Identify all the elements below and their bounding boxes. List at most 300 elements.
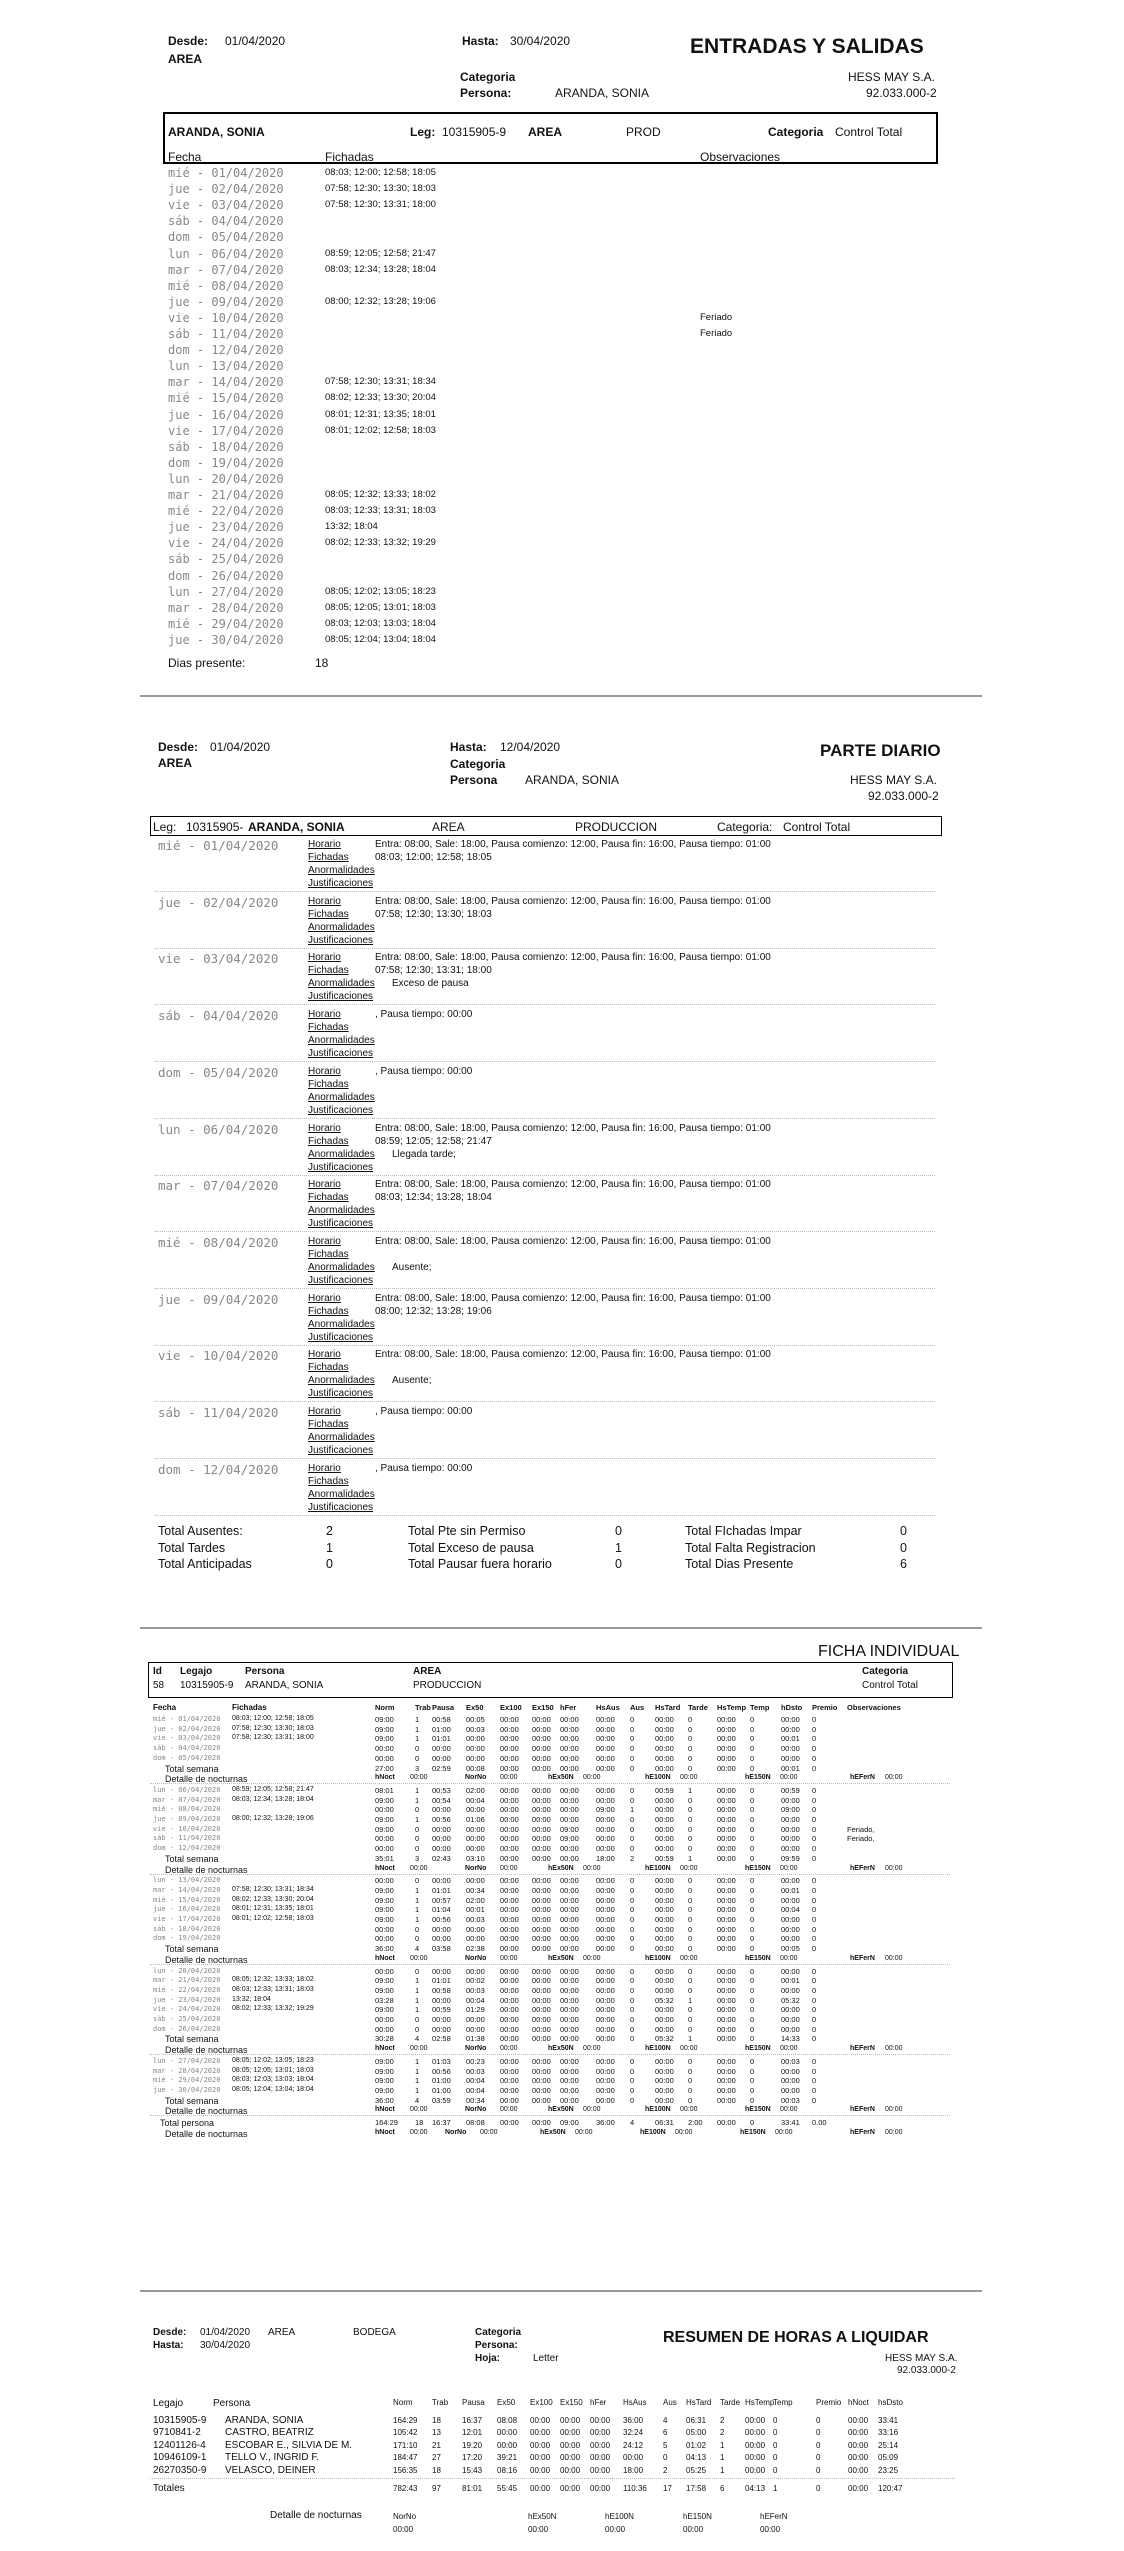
row-cell: 0 bbox=[630, 1785, 635, 1795]
row-cell: 16:37 bbox=[462, 2416, 483, 2425]
totals-divider bbox=[150, 2478, 955, 2479]
legajo-header: Legajo bbox=[180, 1666, 213, 1677]
total-semana-label: Total semana bbox=[165, 1763, 219, 1774]
noct-value: 00:00 bbox=[500, 1774, 518, 1782]
total-persona-label: Total persona bbox=[160, 2118, 215, 2128]
row-date: lun - 20/04/2020 bbox=[153, 1966, 221, 1975]
leg-value: 10315905-9 bbox=[442, 125, 507, 139]
row-cell: 0 bbox=[630, 1715, 635, 1724]
row-cell: 00:04 bbox=[781, 1905, 800, 1915]
row-cell: 0 bbox=[750, 1753, 755, 1763]
row-cell: 00:00 bbox=[596, 1876, 615, 1886]
row-cell: 00:00 bbox=[532, 1724, 551, 1734]
detalle-nocturnas-label: Detalle de nocturnas bbox=[165, 1864, 248, 1875]
row-cell: 00:57 bbox=[432, 1895, 451, 1905]
detalle-nocturnas-label: Detalle de nocturnas bbox=[165, 1954, 248, 1965]
total-cell: 6 bbox=[720, 2484, 725, 2493]
row-cell: 00:00 bbox=[560, 1924, 579, 1934]
col-header: Aus bbox=[663, 2398, 677, 2407]
row-cell: 0 bbox=[812, 1915, 817, 1924]
col-header: hsDsto bbox=[878, 2398, 903, 2407]
row-cell: 00:00 bbox=[655, 2066, 674, 2076]
row-cell: 00:00 bbox=[560, 1734, 579, 1744]
row-cell: 00:00 bbox=[717, 1934, 736, 1944]
row-cell: 00:00 bbox=[560, 1785, 579, 1795]
row-cell: 0 bbox=[415, 2024, 420, 2034]
row-cell: 15:43 bbox=[462, 2465, 483, 2475]
total-cell: 0 bbox=[615, 1524, 622, 1538]
row-cell: 09:00 bbox=[781, 1805, 800, 1815]
noct-label: hEx50N bbox=[528, 2512, 557, 2521]
row-cell: 00:00 bbox=[466, 2015, 485, 2024]
row-cell: 00:00 bbox=[717, 1844, 736, 1854]
row-cell: 0 bbox=[812, 1895, 817, 1905]
row-cell: Feriado, bbox=[847, 1824, 875, 1834]
row-cell: 1 bbox=[415, 2076, 420, 2086]
row-fichadas: 08:00; 12:32; 13:28; 19:06 bbox=[325, 295, 436, 307]
row-cell: 0 bbox=[415, 1924, 420, 1934]
row-cell: 00:03 bbox=[466, 1724, 485, 1734]
day-divider bbox=[155, 1288, 935, 1289]
row-cell: 0 bbox=[688, 1895, 693, 1905]
hasta-value: 12/04/2020 bbox=[500, 740, 561, 754]
row-legajo: 12401126-4 bbox=[153, 2439, 206, 2451]
anormalidad-value: Ausente; bbox=[392, 1375, 432, 1387]
row-cell: 00:00 bbox=[848, 2465, 869, 2475]
row-cell: 00:00 bbox=[655, 1976, 674, 1986]
row-cell: 1 bbox=[415, 1985, 420, 1995]
row-fichadas: 08:05; 12:04; 13:04; 18:04 bbox=[232, 2085, 314, 2093]
row-cell: 0 bbox=[688, 1844, 693, 1854]
row-cell: 00:00 bbox=[590, 2453, 611, 2463]
total-semana-cell: 3 bbox=[415, 1763, 420, 1773]
row-cell: 00:00 bbox=[781, 2066, 800, 2076]
row-cell: 09:00 bbox=[375, 2066, 394, 2076]
total-semana-cell: 00:00 bbox=[560, 1763, 579, 1773]
row-cell: 00:00 bbox=[432, 2024, 451, 2034]
row-cell: 00:00 bbox=[560, 1976, 579, 1986]
day-date: vie - 03/04/2020 bbox=[158, 951, 279, 967]
col-fichadas: Fichadas bbox=[232, 1703, 267, 1712]
row-cell: 0 bbox=[688, 1744, 693, 1754]
total-semana-cell: 00:59 bbox=[655, 1853, 674, 1863]
noct-label: hE150N bbox=[745, 2045, 771, 2053]
row-cell: 0 bbox=[688, 1753, 693, 1763]
horario-value: Entra: 08:00, Sale: 18:00, Pausa comienzo: 12:00, Pausa fin: 16:00, Pausa tiempo: 01:00 bbox=[375, 839, 771, 850]
day-divider bbox=[155, 891, 935, 892]
row-cell: 00:00 bbox=[532, 2066, 551, 2076]
total-cell: Total Anticipadas bbox=[158, 1557, 252, 1571]
row-date: mié - 08/04/2020 bbox=[153, 1805, 221, 1814]
report-title: FICHA INDIVIDUAL bbox=[818, 1643, 960, 1660]
row-cell: 23:25 bbox=[878, 2465, 899, 2475]
noct-value: 00:00 bbox=[480, 2128, 498, 2136]
row-cell: 0 bbox=[750, 1795, 755, 1805]
categoria-label: Categoria bbox=[475, 2327, 522, 2338]
row-cell: 01:00 bbox=[432, 1724, 451, 1734]
col-fecha: Fecha bbox=[153, 1703, 177, 1712]
week-divider bbox=[150, 1964, 950, 1965]
total-semana-cell: 0 bbox=[630, 2034, 635, 2044]
col-header: HsTemp bbox=[717, 1703, 747, 1712]
noct-label: hE150N bbox=[745, 1774, 771, 1782]
total-semana-cell: 00:00 bbox=[532, 2034, 551, 2044]
row-cell: 00:00 bbox=[375, 2015, 394, 2024]
total-cell: 0 bbox=[900, 1540, 907, 1555]
row-fichadas: 08:03; 12:03; 13:03; 18:04 bbox=[232, 2076, 314, 2084]
row-date: sáb - 25/04/2020 bbox=[168, 552, 284, 567]
row-cell: 00:00 bbox=[500, 1805, 519, 1815]
area-label: AREA bbox=[268, 2327, 296, 2338]
row-fichadas: 08:01; 12:31; 13:35; 18:01 bbox=[325, 408, 436, 420]
row-cell: 0 bbox=[816, 2440, 821, 2450]
row-cell: 1 bbox=[415, 1905, 420, 1915]
row-cell: 0 bbox=[750, 1905, 755, 1915]
row-cell: 1 bbox=[688, 1785, 693, 1795]
row-cell: 00:00 bbox=[781, 1844, 800, 1854]
noct-label: hEFerN bbox=[850, 1774, 875, 1782]
row-date: vie - 03/04/2020 bbox=[168, 198, 284, 213]
row-cell: 00:00 bbox=[717, 1834, 736, 1844]
row-cell: 00:58 bbox=[432, 1985, 451, 1995]
row-cell: 00:00 bbox=[530, 2440, 551, 2450]
row-cell: 00:56 bbox=[432, 1815, 451, 1824]
row-cell: 00:00 bbox=[655, 1905, 674, 1915]
day-date: dom - 05/04/2020 bbox=[158, 1064, 279, 1080]
row-cell: 00:00 bbox=[500, 2056, 519, 2066]
row-cell: 00:00 bbox=[560, 2005, 579, 2015]
total-persona-cell: 0.00 bbox=[812, 2118, 827, 2127]
total-semana-cell: 1 bbox=[688, 2034, 693, 2044]
total-semana-cell: 00:00 bbox=[596, 1944, 615, 1954]
row-cell: 0 bbox=[812, 1744, 817, 1754]
row-cell: 00:00 bbox=[848, 2453, 869, 2463]
row-cell: 1 bbox=[415, 1785, 420, 1795]
total-semana-cell: 05:32 bbox=[655, 2034, 674, 2044]
anormalidades-label: Anormalidades bbox=[308, 1205, 375, 1217]
row-cell: 0 bbox=[415, 1934, 420, 1944]
total-semana-cell: 00:00 bbox=[717, 1853, 736, 1863]
row-cell: 1 bbox=[688, 1995, 693, 2005]
row-cell: 00:00 bbox=[596, 1895, 615, 1905]
total-semana-cell: 00:00 bbox=[655, 1763, 674, 1773]
row-cell: 08:16 bbox=[497, 2465, 518, 2475]
noct-label: hNoct bbox=[375, 1954, 395, 1962]
detalle-nocturnas-label: Detalle de nocturnas bbox=[165, 2128, 248, 2139]
hasta-label: Hasta: bbox=[450, 740, 487, 754]
row-cell: 04:13 bbox=[686, 2453, 707, 2463]
row-cell: 6 bbox=[663, 2428, 668, 2438]
row-cell: 08:08 bbox=[497, 2416, 518, 2425]
row-cell: 00:00 bbox=[781, 1895, 800, 1905]
row-cell: 00:56 bbox=[432, 2066, 451, 2076]
row-cell: 00:00 bbox=[596, 2076, 615, 2086]
row-cell: 00:00 bbox=[655, 1724, 674, 1734]
col-header: Aus bbox=[630, 1703, 645, 1712]
row-cell: 00:00 bbox=[655, 1934, 674, 1944]
row-cell: 00:04 bbox=[466, 2085, 485, 2095]
total-semana-cell: 27:00 bbox=[375, 1763, 394, 1773]
row-persona: ESCOBAR E., SILVIA DE M. bbox=[225, 2439, 353, 2451]
day-date: dom - 12/04/2020 bbox=[158, 1461, 279, 1477]
row-cell: 00:00 bbox=[655, 1885, 674, 1895]
row-cell: 00:00 bbox=[432, 1966, 451, 1976]
total-persona-cell: 09:00 bbox=[560, 2118, 579, 2127]
row-cell: 0 bbox=[750, 1715, 755, 1724]
noct-label: NorNo bbox=[445, 2128, 467, 2136]
noct-value: 00:00 bbox=[780, 2045, 798, 2053]
day-date: mié - 01/04/2020 bbox=[158, 838, 279, 853]
row-cell: 00:00 bbox=[500, 1815, 519, 1824]
noct-value: 00:00 bbox=[583, 1864, 601, 1872]
row-date: mié - 22/04/2020 bbox=[153, 1985, 221, 1994]
justificaciones-label: Justificaciones bbox=[308, 1445, 374, 1456]
row-date: sáb - 11/04/2020 bbox=[168, 327, 284, 341]
row-cell: 0 bbox=[688, 1876, 693, 1886]
horario-label: Horario bbox=[308, 952, 341, 964]
row-fichadas: 08:02; 12:33; 13:32; 19:29 bbox=[232, 2005, 314, 2013]
col-observaciones: Observaciones bbox=[700, 150, 781, 164]
row-cell: 0 bbox=[688, 1885, 693, 1895]
row-cell: 0 bbox=[812, 1795, 817, 1805]
row-cell: 00:34 bbox=[466, 1885, 485, 1895]
total-semana-cell: 35:01 bbox=[375, 1853, 394, 1863]
row-cell: 00:00 bbox=[848, 2440, 869, 2450]
noct-value: 00:00 bbox=[885, 2128, 903, 2136]
row-cell: 00:53 bbox=[432, 1785, 451, 1795]
row-cell: 09:00 bbox=[375, 1895, 394, 1905]
row-date: mié - 08/04/2020 bbox=[168, 278, 284, 293]
row-cell: 0 bbox=[816, 2465, 821, 2475]
row-cell: 00:00 bbox=[375, 1876, 394, 1886]
row-cell: 00:00 bbox=[375, 1744, 394, 1754]
row-cell: 00:00 bbox=[717, 1785, 736, 1795]
row-cell: 00:58 bbox=[432, 1715, 451, 1724]
row-cell: 00:00 bbox=[500, 1915, 519, 1924]
total-persona-cell: 164:29 bbox=[375, 2118, 398, 2127]
row-cell: 21 bbox=[432, 2440, 441, 2450]
row-date: mar - 21/04/2020 bbox=[168, 488, 284, 502]
area-value: PROD bbox=[626, 125, 661, 139]
fichadas-value: 08:03; 12:34; 13:28; 18:04 bbox=[375, 1192, 492, 1204]
row-cell: 00:00 bbox=[532, 1734, 551, 1744]
row-cell: 00:00 bbox=[500, 1844, 519, 1854]
row-cell: 00:00 bbox=[596, 1795, 615, 1805]
row-cell: 09:00 bbox=[375, 2085, 394, 2095]
row-cell: 00:00 bbox=[532, 1824, 551, 1834]
row-cell: 1 bbox=[720, 2465, 725, 2475]
noct-value: 00:00 bbox=[680, 1774, 698, 1782]
horario-value: Entra: 08:00, Sale: 18:00, Pausa comienzo: 12:00, Pausa fin: 16:00, Pausa tiempo: 01:00 bbox=[375, 1349, 771, 1361]
row-observacion: Feriado bbox=[700, 311, 733, 323]
row-cell: 00:00 bbox=[655, 1744, 674, 1754]
row-cell: 00:59 bbox=[432, 2005, 451, 2015]
row-cell: 2 bbox=[720, 2416, 725, 2425]
row-cell: 0 bbox=[812, 1724, 817, 1734]
row-cell: 00:00 bbox=[466, 1834, 485, 1844]
row-cell: 00:00 bbox=[560, 2076, 579, 2086]
row-cell: 00:04 bbox=[466, 1795, 485, 1805]
row-observacion: Feriado bbox=[700, 328, 733, 339]
row-cell: 00:00 bbox=[655, 1895, 674, 1905]
row-cell: 1 bbox=[415, 1715, 420, 1724]
total-cell: Total Pausar fuera horario bbox=[408, 1557, 552, 1571]
row-fichadas: 07:58; 12:30; 13:31; 18:00 bbox=[232, 1734, 314, 1742]
area-value: BODEGA bbox=[353, 2327, 396, 2338]
row-cell: 00:00 bbox=[717, 1915, 736, 1924]
row-cell: 00:00 bbox=[375, 1934, 394, 1944]
row-cell: 0 bbox=[750, 1724, 755, 1734]
row-cell: 01:00 bbox=[432, 2085, 451, 2095]
dias-presente-label: Dias presente: bbox=[168, 656, 246, 670]
col-header: Tarde bbox=[720, 2398, 741, 2407]
row-fichadas: 08:05; 12:32; 13:33; 18:02 bbox=[325, 489, 436, 500]
day-date: jue - 09/04/2020 bbox=[158, 1291, 279, 1307]
row-cell: 0 bbox=[773, 2465, 778, 2475]
noct-label: hE100N bbox=[605, 2512, 634, 2521]
row-cell: 00:00 bbox=[655, 2085, 674, 2095]
row-cell: 4 bbox=[663, 2416, 668, 2425]
row-cell: 02:00 bbox=[466, 1895, 485, 1905]
row-cell: 00:00 bbox=[532, 1815, 551, 1824]
total-semana-cell: 03:58 bbox=[432, 1944, 451, 1954]
row-cell: 0 bbox=[750, 2066, 755, 2076]
row-cell: 00:00 bbox=[560, 1915, 579, 1924]
total-cell: 17 bbox=[663, 2484, 672, 2493]
noct-label: hE100N bbox=[645, 1774, 671, 1782]
row-cell: 00:03 bbox=[466, 1985, 485, 1995]
row-fichadas: 08:02; 12:33; 13:30; 20:04 bbox=[325, 392, 436, 404]
total-semana-cell: 36:00 bbox=[375, 1944, 394, 1954]
row-cell: 0 bbox=[688, 2066, 693, 2076]
row-cell: 00:00 bbox=[466, 1824, 485, 1834]
row-cell: 0 bbox=[630, 2076, 635, 2086]
row-cell: 00:00 bbox=[596, 1734, 615, 1744]
total-persona-cell: 4 bbox=[630, 2118, 635, 2127]
row-cell: 18 bbox=[432, 2465, 441, 2475]
row-cell: 00:00 bbox=[655, 2015, 674, 2024]
total-semana-cell: 4 bbox=[415, 2034, 420, 2044]
row-cell: 0 bbox=[812, 1985, 817, 1995]
total-semana-cell: 0 bbox=[688, 2095, 693, 2105]
dias-presente-value: 18 bbox=[315, 656, 329, 670]
row-cell: 00:00 bbox=[500, 1876, 519, 1886]
fichadas-label: Fichadas bbox=[308, 1362, 349, 1374]
fichadas-label: Fichadas bbox=[308, 1078, 349, 1090]
justificaciones-label: Justificaciones bbox=[308, 934, 374, 946]
row-cell: 0 bbox=[630, 1724, 635, 1734]
col-header: Ex150 bbox=[560, 2398, 583, 2407]
row-cell: 0 bbox=[812, 1785, 817, 1795]
total-semana-cell: 0 bbox=[750, 1944, 755, 1954]
row-cell: 00:00 bbox=[560, 1844, 579, 1854]
row-cell: 0 bbox=[688, 1824, 693, 1834]
total-semana-cell: 1 bbox=[688, 1853, 693, 1863]
row-cell: 0 bbox=[630, 1934, 635, 1944]
row-cell: 00:00 bbox=[781, 1744, 800, 1754]
row-cell: 0 bbox=[688, 1905, 693, 1915]
row-cell: 00:00 bbox=[466, 1966, 485, 1976]
row-cell: 00:00 bbox=[717, 1805, 736, 1815]
row-cell: 00:00 bbox=[717, 1895, 736, 1905]
total-semana-cell: 00:00 bbox=[717, 1944, 736, 1954]
noct-value: 00:00 bbox=[583, 1954, 601, 1962]
row-cell: 0 bbox=[630, 2085, 635, 2095]
row-cell: 00:00 bbox=[655, 1966, 674, 1976]
row-cell: 08:01 bbox=[375, 1785, 394, 1795]
row-cell: 00:00 bbox=[596, 1815, 615, 1824]
horario-value: Entra: 08:00, Sale: 18:00, Pausa comienzo: 12:00, Pausa fin: 16:00, Pausa tiempo: 01:00 bbox=[375, 1235, 771, 1247]
col-header: hFer bbox=[590, 2398, 607, 2407]
noct-value: 00:00 bbox=[780, 2106, 798, 2114]
anormalidad-value: Ausente; bbox=[392, 1261, 432, 1273]
row-cell: 00:00 bbox=[500, 1885, 519, 1895]
row-cell: 00:01 bbox=[781, 1734, 800, 1744]
col-header: Ex100 bbox=[530, 2398, 553, 2407]
row-legajo: 26270350-9 bbox=[153, 2464, 207, 2476]
row-date: mié - 01/04/2020 bbox=[153, 1715, 221, 1723]
noct-value: 00:00 bbox=[760, 2525, 781, 2534]
justificaciones-label: Justificaciones bbox=[308, 1274, 374, 1286]
row-date: sáb - 18/04/2020 bbox=[153, 1924, 221, 1933]
day-date: mar - 07/04/2020 bbox=[158, 1178, 279, 1194]
desde-label: Desde: bbox=[168, 34, 209, 48]
total-semana-cell: 00:00 bbox=[532, 1944, 551, 1954]
persona-label: Persona: bbox=[475, 2340, 518, 2351]
row-cell: 0 bbox=[750, 1915, 755, 1924]
total-semana-label: Total semana bbox=[165, 1853, 219, 1864]
row-cell: 0 bbox=[773, 2453, 778, 2463]
row-cell: 0 bbox=[812, 2076, 817, 2086]
row-cell: 00:04 bbox=[466, 2076, 485, 2086]
employee-name: ARANDA, SONIA bbox=[168, 125, 265, 139]
row-date: vie - 17/04/2020 bbox=[168, 423, 284, 438]
row-cell: 0 bbox=[630, 1744, 635, 1754]
row-cell: 00:00 bbox=[530, 2428, 551, 2438]
company-rut: 92.033.000-2 bbox=[897, 2365, 956, 2376]
row-cell: 00:00 bbox=[375, 1805, 394, 1815]
total-semana-cell: 02:58 bbox=[432, 2034, 451, 2044]
noct-value: 00:00 bbox=[583, 2045, 601, 2053]
row-cell: 00:00 bbox=[532, 1834, 551, 1844]
noct-value: 00:00 bbox=[410, 2128, 428, 2136]
row-cell: 09:00 bbox=[375, 1724, 394, 1734]
day-divider bbox=[155, 1401, 935, 1402]
row-cell: 0 bbox=[816, 2453, 821, 2463]
row-fichadas: 08:05; 12:02; 13:05; 18:23 bbox=[325, 585, 436, 597]
col-header: Observaciones bbox=[847, 1703, 901, 1712]
row-cell: 00:00 bbox=[655, 1734, 674, 1744]
row-cell: 00:00 bbox=[432, 1844, 451, 1854]
row-date: dom - 05/04/2020 bbox=[168, 230, 284, 245]
row-cell: 0 bbox=[750, 1785, 755, 1795]
row-cell: 00:00 bbox=[532, 2024, 551, 2034]
row-cell: 00:04 bbox=[466, 1995, 485, 2005]
row-cell: 00:00 bbox=[596, 2005, 615, 2015]
row-cell: 0 bbox=[812, 1815, 817, 1824]
total-persona-cell: 00:00 bbox=[717, 2118, 736, 2127]
row-cell: 164:29 bbox=[393, 2416, 418, 2425]
total-cell: Total Exceso de pausa bbox=[408, 1540, 534, 1555]
week-divider bbox=[150, 1783, 950, 1784]
row-cell: 00:00 bbox=[655, 2056, 674, 2066]
row-cell: 00:00 bbox=[560, 2465, 581, 2475]
row-cell: 00:00 bbox=[500, 1995, 519, 2005]
row-date: mié - 01/04/2020 bbox=[168, 166, 284, 180]
row-cell: 00:00 bbox=[375, 1834, 394, 1844]
row-cell: 0 bbox=[688, 2085, 693, 2095]
row-cell: 1 bbox=[415, 2005, 420, 2015]
